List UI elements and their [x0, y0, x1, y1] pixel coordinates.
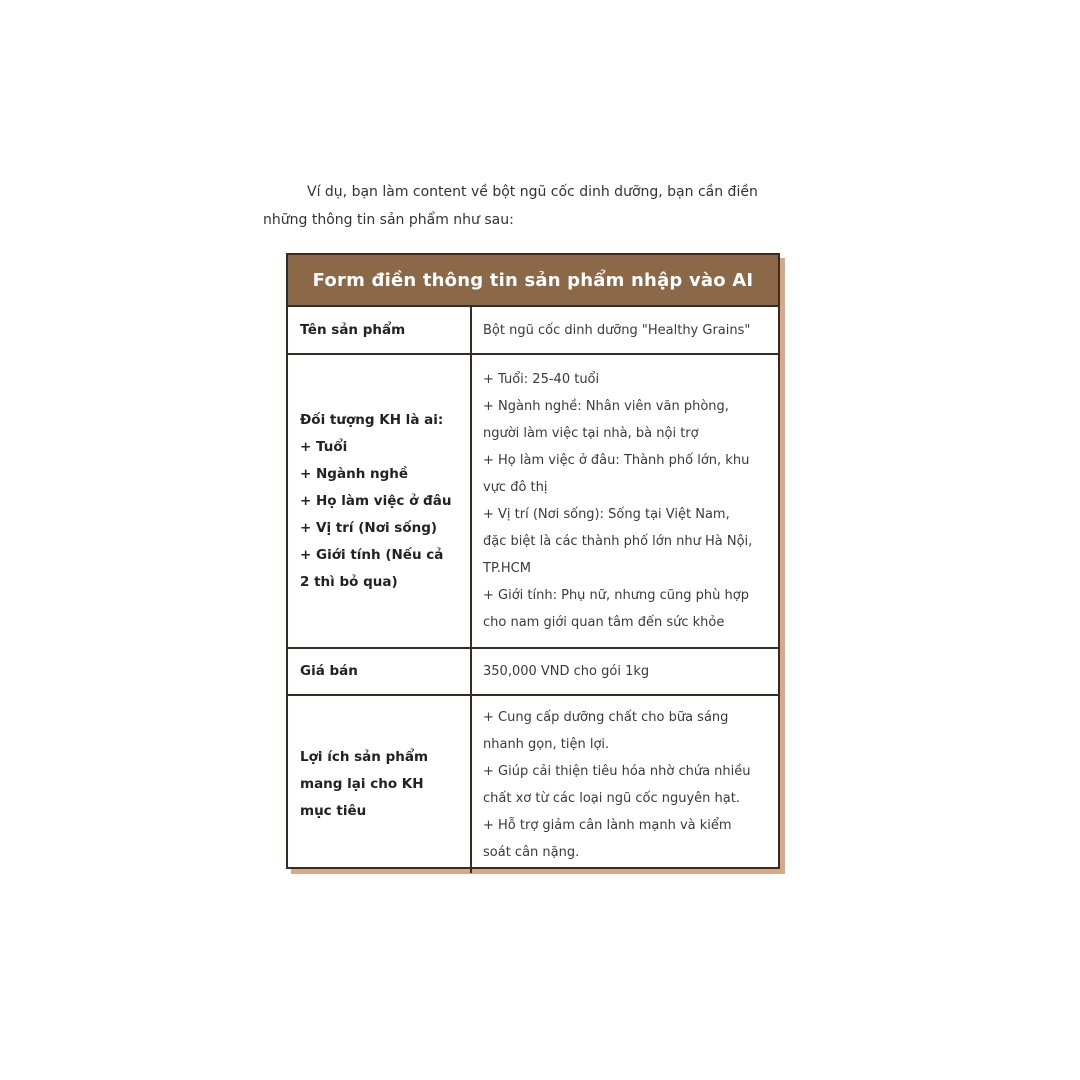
row-value	[471, 354, 778, 648]
value-line: + Hỗ trợ giảm cân lành mạnh và kiểm	[483, 817, 732, 833]
product-info-table	[288, 307, 778, 873]
value-line: 350,000 VND cho gói 1kg	[483, 664, 650, 679]
label-line: 2 thì bỏ qua)	[300, 573, 398, 590]
row-label	[288, 648, 471, 695]
intro-text	[263, 178, 795, 234]
value-line: + Giúp cải thiện tiêu hóa nhờ chứa nhiều	[483, 763, 751, 779]
value-line: cho nam giới quan tâm đến sức khỏe	[483, 615, 725, 630]
intro-line-2: những thông tin sản phẩm như sau:	[263, 212, 514, 228]
intro-paragraph	[263, 178, 795, 234]
row-value	[471, 648, 778, 695]
product-form	[286, 253, 780, 869]
intro-line-1: Ví dụ, bạn làm content về bột ngũ cốc dinh dưỡng, bạn cần điền	[307, 184, 758, 200]
value-line: + Cung cấp dưỡng chất cho bữa sáng	[483, 709, 729, 725]
value-line: đặc biệt là các thành phố lớn như Hà Nội,	[483, 534, 753, 549]
value-line: nhanh gọn, tiện lợi.	[483, 736, 610, 752]
label-line: + Ngành nghề	[300, 465, 409, 482]
value-line: người làm việc tại nhà, bà nội trợ	[483, 426, 699, 441]
value-line: soát cân nặng.	[483, 844, 580, 860]
value-line: + Giới tính: Phụ nữ, nhưng cũng phù hợp	[483, 588, 749, 603]
label-line: Tên sản phẩm	[300, 321, 406, 338]
label-line: mang lại cho KH	[300, 776, 424, 792]
label-line: Lợi ích sản phẩm	[300, 749, 429, 765]
value-line: + Họ làm việc ở đâu: Thành phố lớn, khu	[483, 453, 750, 468]
row-label	[288, 695, 471, 873]
label-line: Giá bán	[300, 663, 358, 679]
row-label	[288, 354, 471, 648]
label-line: + Giới tính (Nếu cả	[300, 546, 444, 563]
table-row-price	[288, 648, 778, 695]
row-label	[288, 307, 471, 354]
form-title: Form điền thông tin sản phẩm nhập vào AI	[288, 255, 778, 307]
value-line: chất xơ từ các loại ngũ cốc nguyên hạt.	[483, 790, 740, 806]
row-value	[471, 307, 778, 354]
value-line: + Tuổi: 25-40 tuổi	[483, 372, 600, 387]
label-line: + Tuổi	[300, 438, 348, 455]
table-row-target-customer	[288, 354, 778, 648]
label-line: + Vị trí (Nơi sống)	[300, 519, 438, 536]
value-line: + Ngành nghề: Nhân viên văn phòng,	[483, 399, 729, 414]
row-value	[471, 695, 778, 873]
value-line: vực đô thị	[483, 480, 548, 495]
value-line: TP.HCM	[483, 561, 531, 576]
label-line: mục tiêu	[300, 803, 367, 819]
label-line: Đối tượng KH là ai:	[300, 411, 444, 428]
value-line: + Vị trí (Nơi sống): Sống tại Việt Nam,	[483, 507, 730, 522]
table-row-benefits	[288, 695, 778, 873]
table-row-product-name	[288, 307, 778, 354]
value-line: Bột ngũ cốc dinh dưỡng "Healthy Grains"	[483, 322, 751, 338]
product-form-card	[286, 253, 780, 869]
label-line: + Họ làm việc ở đâu	[300, 492, 452, 509]
